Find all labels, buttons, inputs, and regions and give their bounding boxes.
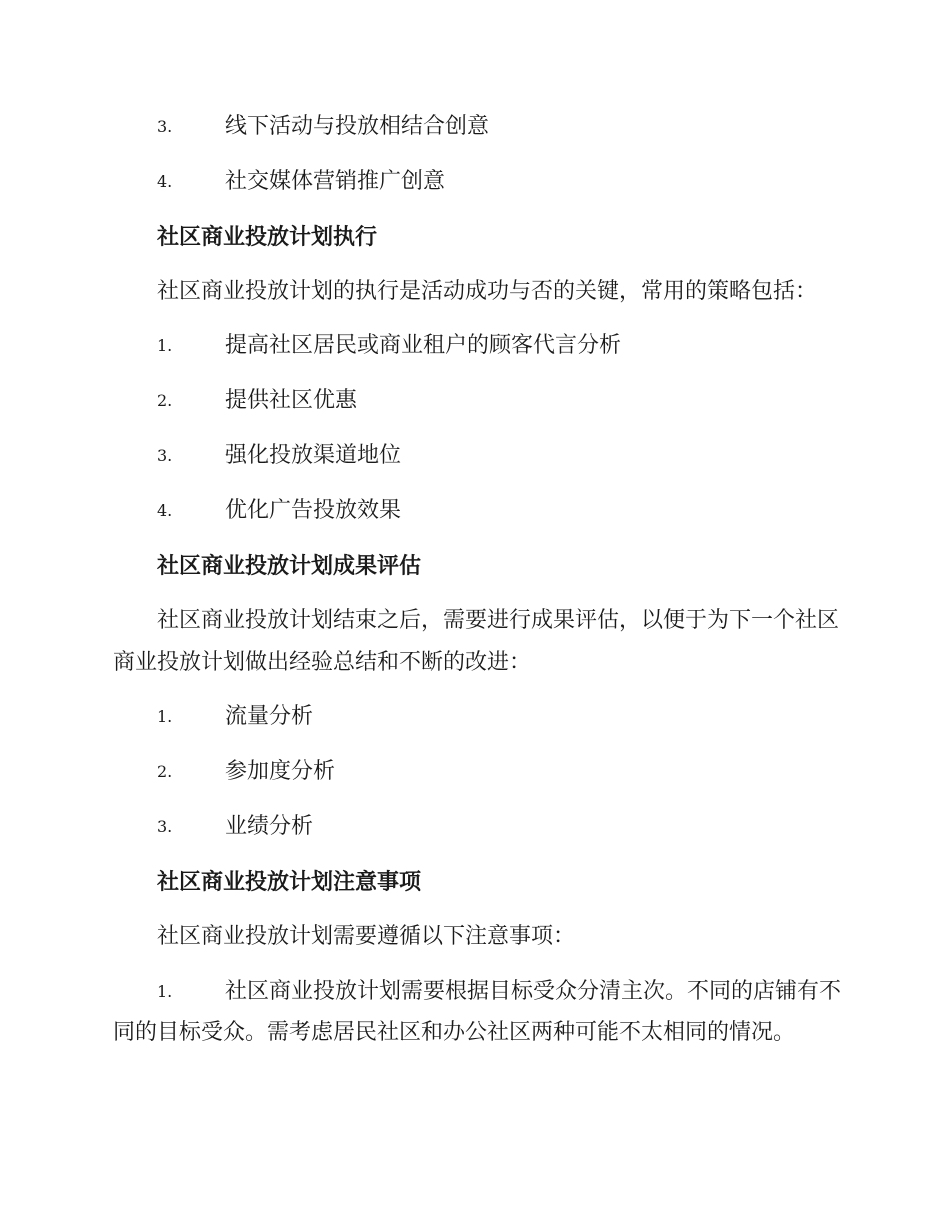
list-item-text: 同的目标受众。需考虑居民社区和办公社区两种可能不太相同的情况。 — [113, 1020, 796, 1045]
list-number: 3. — [157, 817, 173, 836]
paragraph-text: 商业投放计划做出经验总结和不断的改进： — [113, 650, 532, 675]
list-number: 2. — [157, 762, 173, 781]
list-item-text: 线下活动与投放相结合创意 — [225, 114, 490, 139]
list-number: 1. — [157, 336, 173, 355]
paragraph-text: 社区商业投放计划需要遵循以下注意事项： — [157, 924, 576, 949]
paragraph-text: 社区商业投放计划的执行是活动成功与否的关键，常用的策略包括： — [157, 279, 818, 304]
list-number: 1. — [157, 982, 173, 1001]
list-item-text: 社交媒体营销推广创意 — [225, 169, 446, 194]
list-number: 3. — [157, 117, 173, 136]
list-item-text: 提供社区优惠 — [225, 388, 358, 413]
section-heading-text: 社区商业投放计划成果评估 — [157, 553, 422, 579]
list-item-text: 流量分析 — [225, 704, 314, 729]
list-number: 2. — [157, 391, 173, 410]
section-heading-text: 社区商业投放计划执行 — [157, 224, 378, 250]
section-heading-text: 社区商业投放计划注意事项 — [157, 869, 422, 895]
list-item-text: 参加度分析 — [225, 759, 336, 784]
list-item-text: 提高社区居民或商业租户的顾客代言分析 — [225, 333, 622, 358]
list-number: 4. — [157, 501, 173, 520]
list-number: 4. — [157, 172, 173, 191]
paragraph-text: 社区商业投放计划结束之后，需要进行成果评估，以便于为下一个社区 — [157, 608, 840, 633]
list-item-text: 强化投放渠道地位 — [225, 443, 402, 468]
list-number: 3. — [157, 446, 173, 465]
list-item-text: 社区商业投放计划需要根据目标受众分清主次。不同的店铺有不 — [225, 979, 842, 1004]
list-item-text: 业绩分析 — [225, 814, 314, 839]
list-number: 1. — [157, 707, 173, 726]
list-item-text: 优化广告投放效果 — [225, 498, 402, 523]
